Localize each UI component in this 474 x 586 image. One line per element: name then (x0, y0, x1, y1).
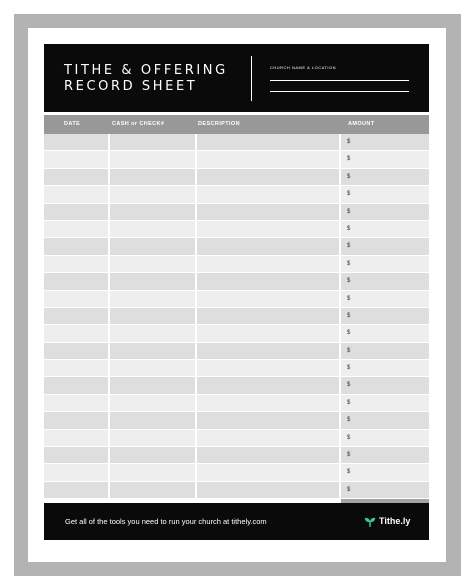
cash-or-check-cell[interactable] (110, 169, 195, 185)
table-body (44, 134, 429, 499)
table-row (44, 482, 429, 499)
currency-symbol: $ (347, 156, 351, 163)
cash-or-check-cell[interactable] (110, 447, 195, 463)
date-cell[interactable] (44, 151, 108, 167)
cash-or-check-cell[interactable] (110, 325, 195, 341)
date-cell[interactable] (44, 291, 108, 307)
date-cell[interactable] (44, 169, 108, 185)
currency-symbol: $ (347, 469, 351, 476)
date-cell[interactable] (44, 308, 108, 324)
currency-symbol: $ (347, 173, 351, 180)
amount-cell[interactable] (341, 308, 429, 324)
cash-or-check-cell[interactable] (110, 256, 195, 272)
amount-cell[interactable] (341, 169, 429, 185)
currency-symbol: $ (347, 330, 351, 337)
currency-symbol: $ (347, 225, 351, 232)
sprout-leaf-icon (364, 516, 376, 528)
amount-cell[interactable] (341, 134, 429, 150)
table-row (44, 395, 429, 412)
amount-cell[interactable] (341, 395, 429, 411)
table-row (44, 325, 429, 342)
date-cell[interactable] (44, 221, 108, 237)
amount-cell[interactable] (341, 325, 429, 341)
date-cell[interactable] (44, 482, 108, 498)
description-cell[interactable] (197, 256, 339, 272)
church-name-line[interactable] (270, 80, 409, 81)
cash-or-check-cell[interactable] (110, 395, 195, 411)
date-cell[interactable] (44, 377, 108, 393)
currency-symbol: $ (347, 382, 351, 389)
table-row (44, 238, 429, 255)
cash-or-check-cell[interactable] (110, 308, 195, 324)
currency-symbol: $ (347, 365, 351, 372)
description-cell[interactable] (197, 325, 339, 341)
table-row (44, 464, 429, 481)
description-cell[interactable] (197, 221, 339, 237)
table-row (44, 134, 429, 151)
date-cell[interactable] (44, 430, 108, 446)
table-row (44, 308, 429, 325)
description-cell[interactable] (197, 377, 339, 393)
table-row (44, 151, 429, 168)
amount-cell[interactable] (341, 256, 429, 272)
header-divider (251, 56, 252, 101)
date-cell[interactable] (44, 204, 108, 220)
amount-cell[interactable] (341, 221, 429, 237)
description-cell[interactable] (197, 360, 339, 376)
description-cell[interactable] (197, 308, 339, 324)
description-cell[interactable] (197, 291, 339, 307)
currency-symbol: $ (347, 260, 351, 267)
amount-cell[interactable] (341, 204, 429, 220)
cash-or-check-cell[interactable] (110, 204, 195, 220)
cash-or-check-cell[interactable] (110, 273, 195, 289)
cash-or-check-cell[interactable] (110, 343, 195, 359)
currency-symbol: $ (347, 295, 351, 302)
footer-tagline: Get all of the tools you need to run your church at tithely.com (65, 517, 267, 526)
cash-or-check-cell[interactable] (110, 482, 195, 498)
currency-symbol: $ (347, 434, 351, 441)
date-cell[interactable] (44, 360, 108, 376)
table-row (44, 169, 429, 186)
date-cell[interactable] (44, 412, 108, 428)
cash-or-check-cell[interactable] (110, 377, 195, 393)
cash-or-check-cell[interactable] (110, 186, 195, 202)
currency-symbol: $ (347, 417, 351, 424)
amount-cell[interactable] (341, 343, 429, 359)
column-header-description: DESCRIPTION (198, 121, 240, 127)
amount-cell[interactable] (341, 430, 429, 446)
date-cell[interactable] (44, 273, 108, 289)
amount-cell[interactable] (341, 186, 429, 202)
currency-symbol: $ (347, 191, 351, 198)
amount-cell[interactable] (341, 291, 429, 307)
amount-cell[interactable] (341, 464, 429, 480)
currency-symbol: $ (347, 312, 351, 319)
column-header-cash-or-check: CASH or CHECK# (112, 121, 165, 127)
amount-cell[interactable] (341, 412, 429, 428)
date-cell[interactable] (44, 134, 108, 150)
cash-or-check-cell[interactable] (110, 134, 195, 150)
tithely-logo (364, 514, 410, 529)
currency-symbol: $ (347, 243, 351, 250)
description-cell[interactable] (197, 464, 339, 480)
sheet-title (64, 63, 228, 95)
church-name-label: CHURCH NAME & LOCATION (270, 65, 337, 70)
description-cell[interactable] (197, 169, 339, 185)
table-row (44, 343, 429, 360)
cash-or-check-cell[interactable] (110, 430, 195, 446)
brand-name: Tithe.ly (379, 516, 411, 526)
record-table (44, 115, 429, 516)
amount-cell[interactable] (341, 151, 429, 167)
currency-symbol: $ (347, 139, 351, 145)
description-cell[interactable] (197, 395, 339, 411)
amount-cell[interactable] (341, 377, 429, 393)
amount-cell[interactable] (341, 447, 429, 463)
cash-or-check-cell[interactable] (110, 221, 195, 237)
date-cell[interactable] (44, 186, 108, 202)
date-cell[interactable] (44, 256, 108, 272)
amount-cell[interactable] (341, 482, 429, 498)
table-row (44, 447, 429, 464)
date-cell[interactable] (44, 395, 108, 411)
table-row (44, 256, 429, 273)
table-row (44, 273, 429, 290)
currency-symbol: $ (347, 452, 351, 459)
sheet-footer (44, 503, 429, 540)
cash-or-check-cell[interactable] (110, 464, 195, 480)
description-cell[interactable] (197, 343, 339, 359)
table-row (44, 204, 429, 221)
amount-cell[interactable] (341, 238, 429, 254)
sheet-title-line-2: RECORD SHEET (64, 79, 198, 94)
currency-symbol: $ (347, 208, 351, 215)
date-cell[interactable] (44, 238, 108, 254)
table-row (44, 377, 429, 394)
description-cell[interactable] (197, 204, 339, 220)
date-cell[interactable] (44, 325, 108, 341)
description-cell[interactable] (197, 430, 339, 446)
description-cell[interactable] (197, 273, 339, 289)
currency-symbol: $ (347, 278, 351, 285)
column-header-date: DATE (64, 121, 81, 127)
table-row (44, 360, 429, 377)
description-cell[interactable] (197, 186, 339, 202)
date-cell[interactable] (44, 343, 108, 359)
description-cell[interactable] (197, 151, 339, 167)
table-row (44, 430, 429, 447)
description-cell[interactable] (197, 447, 339, 463)
cash-or-check-cell[interactable] (110, 238, 195, 254)
description-cell[interactable] (197, 482, 339, 498)
sheet-title-line-1: TITHE & OFFERING (64, 63, 228, 78)
cash-or-check-cell[interactable] (110, 360, 195, 376)
description-cell[interactable] (197, 134, 339, 150)
sheet-header (44, 44, 429, 112)
description-cell[interactable] (197, 238, 339, 254)
description-cell[interactable] (197, 412, 339, 428)
date-cell[interactable] (44, 464, 108, 480)
currency-symbol: $ (347, 399, 351, 406)
amount-cell[interactable] (341, 360, 429, 376)
table-row (44, 186, 429, 203)
currency-symbol: $ (347, 347, 351, 354)
column-header-amount: AMOUNT (348, 121, 375, 127)
currency-symbol: $ (347, 486, 351, 493)
table-header-row (44, 115, 429, 134)
cash-or-check-cell[interactable] (110, 291, 195, 307)
table-row (44, 221, 429, 238)
cash-or-check-cell[interactable] (110, 412, 195, 428)
church-location-line[interactable] (270, 91, 409, 92)
date-cell[interactable] (44, 447, 108, 463)
cash-or-check-cell[interactable] (110, 151, 195, 167)
amount-cell[interactable] (341, 273, 429, 289)
table-row (44, 412, 429, 429)
table-row (44, 291, 429, 308)
